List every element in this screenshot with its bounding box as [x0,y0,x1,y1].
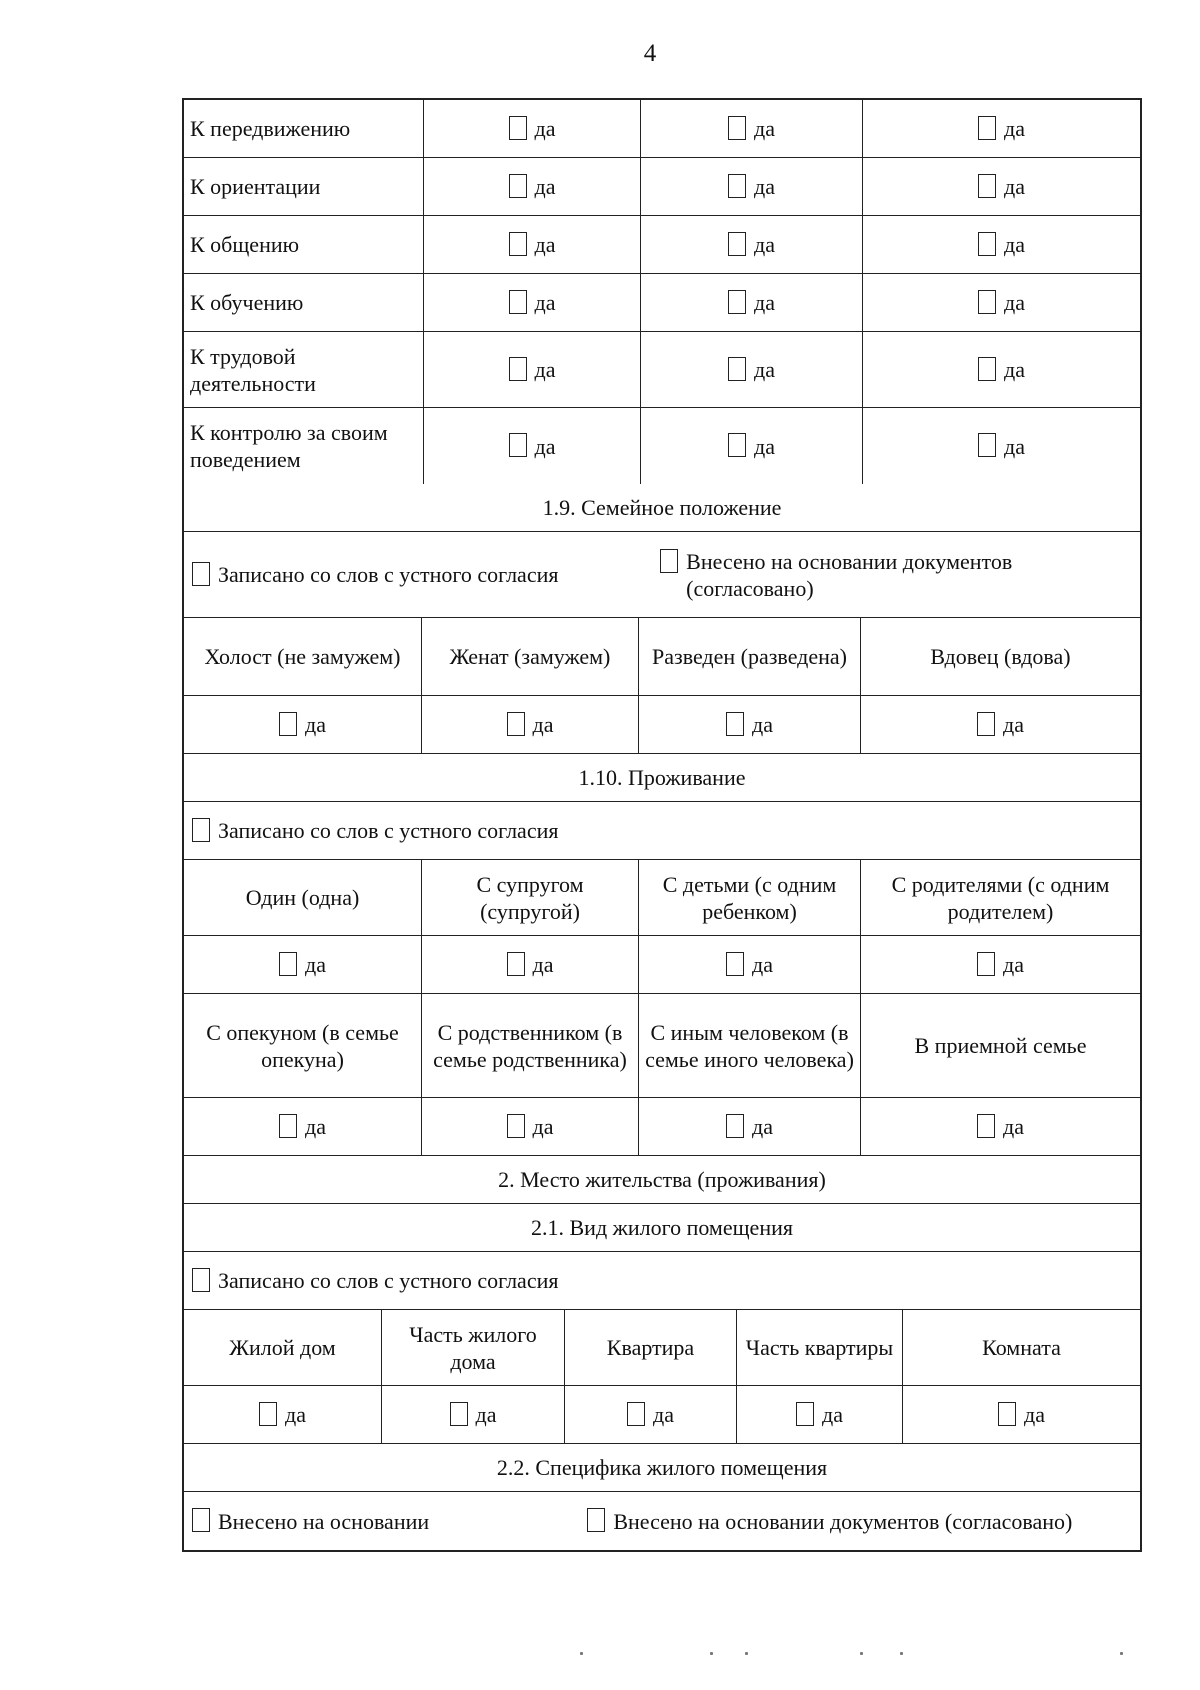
housing-source-row [184,1252,1140,1310]
specifics-basis-label: Внесено на основании [218,1508,430,1534]
yes-checkbox-cell[interactable] [737,1386,903,1443]
residence-options-row-2 [184,994,1140,1098]
yes-label: да [1003,1114,1024,1139]
yes-checkbox-cell[interactable] [863,332,1140,407]
family-option-label: Вдовец (вдова) [930,644,1071,669]
residence-option-label: Один (одна) [184,860,422,935]
yes-label: да [653,1402,674,1427]
checkbox[interactable] [977,952,995,976]
checkbox[interactable] [728,357,746,381]
yes-label: да [754,232,775,257]
housing-verbal-consent[interactable] [184,1252,566,1309]
checkbox[interactable] [660,549,678,573]
residence-section-title: 1.10. Проживание [578,764,746,790]
yes-checkbox-cell[interactable] [424,408,641,484]
yes-checkbox-cell[interactable] [861,696,1140,753]
checkbox[interactable] [728,433,746,457]
checkbox[interactable] [192,818,210,842]
limitation-label: К обучению [184,274,424,331]
specifics-source-row [184,1492,1140,1550]
specifics-title: 2.2. Специфика жилого помещения [496,1454,828,1480]
yes-label: да [532,952,554,977]
section-2-header [184,1156,1140,1204]
checkbox[interactable] [509,433,527,457]
specifics-header [184,1444,1140,1492]
yes-label: да [1004,174,1025,199]
checkbox[interactable] [978,290,996,314]
housing-type-label: Квартира [565,1310,737,1385]
housing-type-label: Часть квартиры [737,1310,903,1385]
scan-dots [560,1652,1160,1662]
form-table [182,98,1142,1552]
residence-option-label: С детьми (с одним ребенком) [639,860,861,935]
checkbox[interactable] [509,357,527,381]
yes-label: да [534,290,556,315]
yes-label: да [752,712,773,737]
checkbox[interactable] [259,1402,277,1426]
checkbox[interactable] [509,174,527,198]
checkbox[interactable] [507,1114,525,1138]
residence-verbal-consent[interactable] [184,802,566,859]
housing-type-label: Комната [982,1335,1061,1360]
yes-checkbox-cell[interactable] [641,158,863,215]
family-checks-row [184,696,1140,754]
checkbox[interactable] [726,712,744,736]
yes-label: да [534,116,556,141]
yes-checkbox-cell[interactable] [422,696,639,753]
yes-checkbox-cell[interactable] [639,696,861,753]
checkbox[interactable] [279,952,297,976]
yes-label: да [1004,116,1025,141]
yes-label: да [1004,357,1025,382]
yes-label: да [285,1402,306,1427]
yes-label: да [475,1402,497,1427]
yes-label: да [534,433,556,459]
residence-option-label: С иным человеком (в семье иного человека) [639,994,861,1097]
checkbox[interactable] [587,1508,605,1532]
specifics-documents-label: Внесено на основании документов (согласовано) [613,1508,1073,1534]
residence-verbal-consent-label: Записано со слов с устного согласия [218,818,559,843]
checkbox[interactable] [507,952,525,976]
yes-label: да [754,116,775,141]
limitation-row [184,274,1140,332]
family-documents-label: Внесено на основании документов (согласовано) [686,548,1013,601]
yes-checkbox-cell[interactable] [861,936,1140,993]
residence-option-label: С родственником (в семье родственника) [422,994,639,1097]
limitation-label: К контролю за своим поведением [184,408,424,484]
yes-label: да [1004,433,1025,459]
yes-label: да [754,174,775,199]
yes-label: да [534,357,556,382]
yes-label: да [1004,232,1025,257]
yes-checkbox-cell[interactable] [565,1386,737,1443]
yes-checkbox-cell[interactable] [863,158,1140,215]
housing-type-title: 2.1. Вид жилого помещения [531,1214,793,1240]
checkbox[interactable] [509,290,527,314]
yes-label: да [305,712,326,737]
yes-label: да [532,712,554,737]
yes-label: да [754,357,775,382]
yes-checkbox-cell[interactable] [184,1386,382,1443]
yes-checkbox-cell[interactable] [639,1098,861,1155]
yes-label: да [752,1114,773,1139]
yes-checkbox-cell[interactable] [903,1386,1140,1443]
yes-checkbox-cell[interactable] [424,100,641,157]
residence-source-row [184,802,1140,860]
yes-checkbox-cell[interactable] [641,216,863,273]
checkbox[interactable] [978,116,996,140]
yes-label: да [1003,712,1024,737]
yes-label: да [822,1402,843,1427]
checkbox[interactable] [978,232,996,256]
family-section-title: 1.9. Семейное положение [542,494,782,520]
housing-checks-row [184,1386,1140,1444]
yes-checkbox-cell[interactable] [184,696,422,753]
residence-option-label: В приемной семье [914,1033,1087,1058]
residence-checks-row-1 [184,936,1140,994]
checkbox[interactable] [509,116,527,140]
yes-checkbox-cell[interactable] [861,1098,1140,1155]
section-2-title: 2. Место жительства (проживания) [498,1166,826,1192]
yes-checkbox-cell[interactable] [863,216,1140,273]
family-section-header [184,484,1140,532]
yes-label: да [752,952,773,977]
checkbox[interactable] [977,1114,995,1138]
yes-checkbox-cell[interactable] [863,274,1140,331]
yes-checkbox-cell[interactable] [863,408,1140,484]
yes-checkbox-cell[interactable] [184,936,422,993]
residence-option-label: С опекуном (в семье опекуна) [184,994,422,1097]
checkbox[interactable] [726,1114,744,1138]
checkbox[interactable] [726,952,744,976]
yes-label: да [534,232,556,257]
checkbox[interactable] [978,174,996,198]
yes-checkbox-cell[interactable] [424,216,641,273]
yes-label: да [1024,1402,1045,1427]
limitation-row [184,408,1140,484]
yes-label: да [1003,952,1024,977]
checkbox[interactable] [978,433,996,457]
checkbox[interactable] [728,290,746,314]
yes-label: да [532,1114,554,1139]
checkbox[interactable] [192,1268,210,1292]
yes-checkbox-cell[interactable] [422,936,639,993]
residence-section-header [184,754,1140,802]
checkbox[interactable] [507,712,525,736]
yes-checkbox-cell[interactable] [863,100,1140,157]
yes-label: да [305,1114,326,1139]
family-source-row [184,532,1140,618]
yes-checkbox-cell[interactable] [641,408,863,484]
specifics-documents[interactable] [579,1492,1140,1550]
housing-type-label: Жилой дом [184,1310,382,1385]
checkbox[interactable] [192,562,210,586]
checkbox[interactable] [279,1114,297,1138]
page-number: 4 [643,40,657,67]
yes-checkbox-cell[interactable] [382,1386,565,1443]
checkbox[interactable] [192,1508,210,1532]
family-options-row [184,618,1140,696]
checkbox[interactable] [796,1402,814,1426]
checkbox[interactable] [450,1402,468,1426]
limitation-label: К трудовой деятельности [184,332,424,407]
residence-option-label: С супругом (супругой) [422,860,639,935]
yes-checkbox-cell[interactable] [641,274,863,331]
limitation-row [184,158,1140,216]
yes-label: да [1004,290,1025,315]
checkbox[interactable] [728,232,746,256]
family-verbal-consent-label: Записано со слов с устного согласия [218,562,559,587]
limitation-row [184,332,1140,408]
family-option-label: Женат (замужем) [422,618,639,695]
limitation-row [184,100,1140,158]
housing-type-label: Часть жилого дома [382,1310,565,1385]
housing-types-row [184,1310,1140,1386]
family-verbal-consent[interactable] [184,532,652,617]
limitation-label: К ориентации [184,158,424,215]
residence-options-row-1 [184,860,1140,936]
yes-label: да [754,290,775,315]
family-documents[interactable] [652,532,1140,617]
yes-checkbox-cell[interactable] [184,1098,422,1155]
checkbox[interactable] [998,1402,1016,1426]
housing-verbal-consent-label: Записано со слов с устного согласия [218,1268,559,1293]
yes-label: да [305,952,326,977]
family-option-label: Холост (не замужем) [184,618,422,695]
limitation-label: К общению [184,216,424,273]
residence-option-label: С родителями (с одним родителем) [891,871,1110,924]
family-option-label: Разведен (разведена) [639,618,861,695]
residence-checks-row-2 [184,1098,1140,1156]
checkbox[interactable] [978,357,996,381]
limitation-row [184,216,1140,274]
yes-checkbox-cell[interactable] [424,274,641,331]
yes-checkbox-cell[interactable] [639,936,861,993]
checkbox[interactable] [728,174,746,198]
yes-checkbox-cell[interactable] [641,332,863,407]
limitation-label: К передвижению [184,100,424,157]
yes-checkbox-cell[interactable] [422,1098,639,1155]
yes-checkbox-cell[interactable] [424,158,641,215]
yes-label: да [754,433,775,459]
housing-type-header [184,1204,1140,1252]
checkbox[interactable] [509,232,527,256]
yes-checkbox-cell[interactable] [641,100,863,157]
yes-label: да [534,174,556,199]
specifics-basis[interactable] [184,1492,579,1550]
yes-checkbox-cell[interactable] [424,332,641,407]
checkbox[interactable] [279,712,297,736]
checkbox[interactable] [728,116,746,140]
checkbox[interactable] [627,1402,645,1426]
checkbox[interactable] [977,712,995,736]
